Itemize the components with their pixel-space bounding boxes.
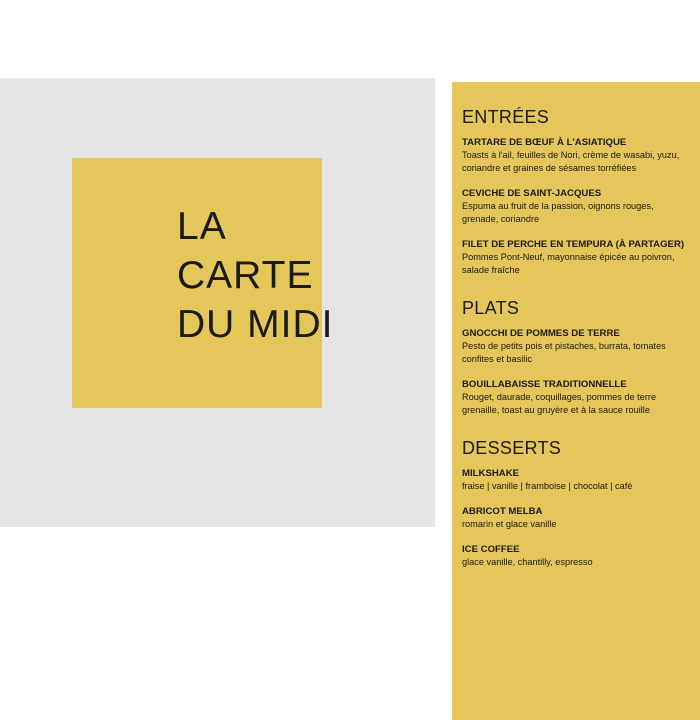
dish-description: fraise | vanille | framboise | chocolat | café — [462, 481, 633, 491]
dish-item — [462, 327, 692, 366]
section-title: DESSERTS — [462, 438, 562, 458]
dish-name: ICE COFFEE — [462, 544, 520, 555]
menu-section-plats — [462, 297, 692, 417]
hero-title — [177, 202, 334, 349]
dish-name: ABRICOT MELBA — [462, 506, 543, 517]
menu-section-desserts — [462, 437, 692, 569]
dish-item — [462, 543, 692, 569]
dish-description: Toasts à l'ail, feuilles de Nori, crème de wasabi, yuzu, coriandre et graines de sésames torréfiées — [462, 150, 680, 173]
dish-name: TARTARE DE BŒUF À L'ASIATIQUE — [462, 137, 627, 148]
dish-description: Pommes Pont-Neuf, mayonnaise épicée au poivron, salade fraîche — [462, 252, 675, 275]
dish-description: Espuma au fruit de la passion, oignons rouges, grenade, coriandre — [462, 201, 654, 224]
dish-name: CEVICHE DE SAINT-JACQUES — [462, 188, 602, 199]
dish-name: FILET DE PERCHE EN TEMPURA (À PARTAGER) — [462, 239, 685, 250]
section-title: PLATS — [462, 298, 520, 318]
hero-title-line: DU MIDI — [177, 303, 334, 346]
dish-description: romarin et glace vanille — [462, 519, 557, 529]
dish-item — [462, 238, 692, 277]
section-title: ENTRÉES — [462, 107, 550, 127]
dish-item — [462, 187, 692, 226]
dish-description: glace vanille, chantilly, espresso — [462, 557, 593, 567]
dish-name: GNOCCHI DE POMMES DE TERRE — [462, 328, 620, 339]
dish-description: Pesto de petits pois et pistaches, burrata, tomates confites et basilic — [462, 341, 666, 364]
menu-section-entrees — [462, 106, 692, 277]
dish-description: Rouget, daurade, coquillages, pommes de terre grenaille, toast au gruyère et à la sauce rouille — [462, 392, 657, 415]
dish-item — [462, 136, 692, 175]
dish-item — [462, 467, 692, 493]
dish-name: BOUILLABAISSE TRADITIONNELLE — [462, 379, 627, 390]
dish-item — [462, 505, 692, 531]
hero-title-line: CARTE — [177, 254, 314, 297]
hero-title-line: LA — [177, 205, 227, 248]
dish-item — [462, 378, 692, 417]
dish-name: MILKSHAKE — [462, 468, 520, 479]
menu-panel — [452, 82, 700, 720]
